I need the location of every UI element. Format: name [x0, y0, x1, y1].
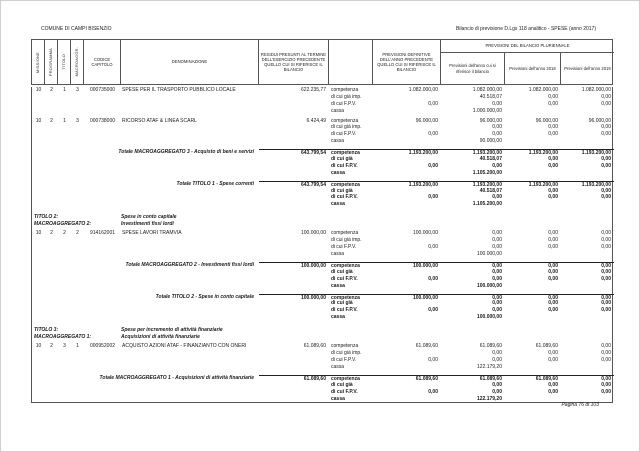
line-label: di cui F.P.V.: [331, 357, 357, 364]
cell-previsioni-definitive: 0,00: [428, 244, 438, 251]
cell-previsioni-anno-riferimento: 100.000,00: [476, 282, 502, 289]
cell-previsioni-2018: 0,00: [548, 131, 558, 138]
cell-macroaggregato: 2: [76, 230, 79, 237]
column-header-programma: PROGRAMMA: [48, 47, 53, 76]
cell-previsioni-2019: 0,00: [601, 244, 611, 251]
column-header-anno-2019: Previsioni dell'anno 2019: [564, 65, 611, 71]
line-label: competenza: [329, 181, 373, 188]
line-label: di cui già imp.: [331, 237, 362, 244]
cell-previsioni-anno-riferimento: 0,00: [492, 237, 502, 244]
cell-previsioni-anno-riferimento: 40.518,07: [479, 156, 502, 163]
cell-previsioni-2018: 0,00: [548, 244, 558, 251]
cell-macroaggregato: 3: [76, 117, 79, 124]
cell-previsioni-definitive: [373, 269, 441, 276]
cell-previsioni-2019: 0,00: [601, 124, 611, 131]
cell-previsioni-definitive: 61.089,60: [373, 375, 441, 382]
line-label: competenza: [329, 294, 373, 301]
cell-residui: 100.000,00: [259, 262, 329, 269]
cell-previsioni-definitive: [373, 108, 441, 115]
cell-previsioni-anno-riferimento: 1.105.200,00: [472, 169, 502, 176]
line-label: competenza: [331, 343, 359, 350]
line-label: competenza: [331, 117, 359, 124]
cell-previsioni-anno-riferimento: 0,00: [492, 162, 502, 169]
cell-residui: 61.089,60: [259, 375, 329, 382]
cell-previsioni-2019: 0,00: [601, 350, 611, 357]
total-row: [32, 375, 612, 403]
table-header: [31, 39, 613, 85]
cell-previsioni-anno-riferimento: 61.089,60: [441, 375, 505, 382]
table-body: [31, 87, 613, 403]
cell-previsioni-anno-riferimento: 122.179,20: [476, 363, 502, 370]
column-header-previsioni-definitive: PREVISIONI DEFINITIVE DELL'ANNO PRECEDENTE QUELLO CUI SI RIFERISCE IL BILANCIO: [373, 40, 441, 84]
cell-previsioni-2019: 0,00: [601, 237, 611, 244]
cell-previsioni-definitive: [373, 251, 441, 258]
budget-line-row: [32, 118, 612, 146]
cell-previsioni-definitive: 0,00: [428, 194, 438, 201]
cell-previsioni-anno-riferimento: 0,00: [492, 357, 502, 364]
column-header-anno-riferimento: Previsioni dell'anno cui si riferisce il bilancio: [441, 53, 505, 84]
cell-previsioni-definitive: 1.082.000,00: [408, 87, 438, 93]
cell-previsioni-anno-riferimento: 122.179,20: [476, 395, 502, 402]
line-label: competenza: [329, 149, 373, 156]
cell-previsioni-definitive: [373, 314, 441, 321]
cell-residui: 100.000,00: [300, 230, 326, 237]
cell-previsioni-2018: 0,00: [548, 162, 558, 169]
section-label: MACROAGGREGATO 2:: [34, 220, 92, 227]
cell-previsioni-2018: 61.089,60: [505, 375, 561, 382]
column-header-residui-presunti: RESIDUI PRESUNTI AL TERMINE DELL'ESERCIZIO PRECEDENTE QUELLO CUI SI RIFERISCE IL BILANCIO: [259, 40, 329, 84]
budget-line-row: [32, 230, 612, 258]
cell-previsioni-2019: 0,00: [601, 162, 611, 169]
section-label: TITOLO 2:: [34, 214, 59, 221]
cell-previsioni-anno-riferimento: 0,00: [492, 194, 502, 201]
cell-previsioni-2019: 1.193.200,00: [561, 149, 614, 156]
total-label: Totale TITOLO 1 - Spese correnti: [176, 180, 254, 187]
cell-previsioni-2018: 0,00: [548, 237, 558, 244]
line-label: di cui già: [331, 300, 353, 307]
cell-previsioni-2019: 0,00: [561, 375, 614, 382]
cell-previsioni-2018: [505, 364, 561, 371]
cell-previsioni-definitive: 0,00: [428, 307, 438, 314]
cell-previsioni-anno-riferimento: 0,00: [441, 294, 505, 301]
cell-previsioni-anno-riferimento: 40.518,07: [479, 93, 502, 100]
cell-previsioni-definitive: [373, 94, 441, 101]
line-label: di cui già imp.: [331, 93, 362, 100]
municipality-name: COMUNE DI CAMPI BISENZIO: [41, 26, 112, 32]
column-header-row-labels-blank: [329, 40, 373, 84]
cell-previsioni-2019: 0,00: [561, 262, 614, 269]
cell-titolo: 1: [63, 117, 66, 124]
cell-denominazione: SPESE PER IL TRASPORTO PUBBLICO LOCALE: [122, 87, 236, 93]
cell-previsioni-definitive: [373, 188, 441, 195]
cell-codice-capitolo: 000735000: [89, 87, 116, 93]
cell-previsioni-2018: 0,00: [548, 357, 558, 364]
cell-previsioni-2018: 0,00: [548, 381, 558, 388]
cell-previsioni-anno-riferimento: 0,00: [492, 131, 502, 138]
cell-previsioni-anno-riferimento: 1.193.200,00: [441, 149, 505, 156]
section-title: Acquisizioni di attività finanziarie: [121, 333, 200, 340]
cell-previsioni-anno-riferimento: 0,00: [492, 100, 502, 107]
cell-previsioni-2019: [561, 138, 614, 145]
cell-previsioni-definitive: [373, 237, 441, 244]
line-label: cassa: [331, 201, 345, 208]
line-label: di cui F.P.V.: [331, 307, 358, 314]
cell-previsioni-definitive: 100.000,00: [412, 230, 438, 237]
cell-previsioni-2018: [505, 138, 561, 145]
cell-previsioni-anno-riferimento: 0,00: [492, 307, 502, 314]
total-label: Totale MACROAGGREGATO 1 - Acquisizioni di attività finanziarie: [99, 374, 254, 381]
cell-macroaggregato: 1: [76, 343, 79, 350]
cell-previsioni-2018: 0,00: [548, 124, 558, 131]
cell-previsioni-2019: 96.000,00: [588, 117, 611, 124]
page-number: Pagina 76 di 103: [561, 402, 599, 408]
cell-previsioni-2018: [505, 170, 561, 177]
cell-previsioni-definitive: 0,00: [428, 162, 438, 169]
line-label: competenza: [329, 375, 373, 382]
line-label: cassa: [331, 363, 345, 370]
cell-previsioni-2018: 96.000,00: [535, 117, 558, 124]
column-header-missione-cell: [32, 40, 45, 84]
cell-previsioni-definitive: [373, 364, 441, 371]
cell-previsioni-2018: 1.193.200,00: [505, 149, 561, 156]
cell-previsioni-2019: [561, 251, 614, 258]
budget-table: [31, 39, 613, 403]
cell-previsioni-2019: [561, 170, 614, 177]
cell-previsioni-definitive: [373, 124, 441, 131]
cell-previsioni-anno-riferimento: 100.000,00: [476, 251, 502, 258]
cell-previsioni-2019: 0,00: [601, 381, 611, 388]
line-label: di cui F.P.V.: [331, 194, 358, 201]
cell-previsioni-definitive: 61.089,60: [415, 343, 438, 350]
cell-previsioni-2018: 61.089,60: [535, 343, 558, 350]
cell-previsioni-anno-riferimento: 0,00: [441, 262, 505, 269]
cell-previsioni-anno-riferimento: 0,00: [492, 268, 502, 275]
line-label: cassa: [331, 282, 345, 289]
cell-previsioni-2018: 0,00: [548, 268, 558, 275]
cell-previsioni-2019: [561, 201, 614, 208]
cell-previsioni-definitive: 96.000,00: [415, 117, 438, 124]
cell-previsioni-2019: 0,00: [601, 194, 611, 201]
column-header-macroaggregato: MACROAGGR.: [74, 47, 79, 77]
cell-denominazione: ACQUISTO AZIONI ATAF - FINANZIANTO CON ONERI: [122, 343, 247, 350]
line-label: cassa: [331, 314, 345, 321]
section-label: TITOLO 3:: [34, 327, 59, 334]
line-label: cassa: [331, 251, 345, 258]
cell-previsioni-2018: 0,00: [548, 230, 558, 237]
cell-previsioni-definitive: 0,00: [428, 357, 438, 364]
cell-previsioni-2018: [505, 314, 561, 321]
cell-previsioni-definitive: [373, 170, 441, 177]
section-header-row: [32, 327, 612, 340]
cell-previsioni-2019: 0,00: [561, 294, 614, 301]
column-header-missione: MISSIONE: [35, 51, 40, 73]
cell-previsioni-2019: 0,00: [601, 268, 611, 275]
cell-previsioni-2018: 0,00: [548, 350, 558, 357]
total-row: [32, 181, 612, 209]
cell-missione: 10: [35, 230, 42, 237]
cell-previsioni-2018: 0,00: [505, 294, 561, 301]
cell-previsioni-anno-riferimento: 61.089,60: [479, 343, 502, 350]
cell-missione: 10: [35, 87, 42, 93]
cell-previsioni-2019: 0,00: [601, 300, 611, 307]
cell-previsioni-anno-riferimento: 40.518,07: [479, 187, 502, 194]
cell-codice-capitolo: 000738000: [89, 117, 116, 124]
cell-previsioni-2018: 0,00: [548, 156, 558, 163]
line-label: competenza: [331, 87, 359, 93]
cell-previsioni-anno-riferimento: 1.105.200,00: [472, 201, 502, 208]
line-label: di cui già: [331, 268, 353, 275]
cell-previsioni-2018: 0,00: [548, 307, 558, 314]
budget-line-row: [32, 87, 612, 115]
cell-previsioni-2018: [505, 396, 561, 403]
cell-previsioni-anno-riferimento: 100.000,00: [476, 314, 502, 321]
cell-previsioni-anno-riferimento: 1.082.000,00: [472, 87, 502, 93]
column-header-macroaggregato-cell: [71, 40, 84, 84]
cell-previsioni-2018: 0,00: [548, 388, 558, 395]
cell-previsioni-2018: 0,00: [548, 300, 558, 307]
line-label: di cui già: [331, 156, 353, 163]
column-header-denominazione: DENOMINAZIONE: [121, 40, 259, 84]
line-label: competenza: [329, 262, 373, 269]
cell-previsioni-definitive: 0,00: [428, 100, 438, 107]
column-header-titolo-cell: [58, 40, 71, 84]
cell-previsioni-2018: [505, 283, 561, 290]
cell-previsioni-anno-riferimento: 1.000.000,00: [472, 107, 502, 114]
cell-programma: 2: [50, 230, 53, 237]
cell-previsioni-anno-riferimento: 0,00: [492, 300, 502, 307]
cell-previsioni-2019: [561, 108, 614, 115]
cell-previsioni-2019: 0,00: [601, 230, 611, 237]
cell-previsioni-definitive: 1.193.200,00: [373, 149, 441, 156]
cell-previsioni-2019: [561, 314, 614, 321]
cell-previsioni-2019: 0,00: [601, 156, 611, 163]
cell-previsioni-2019: 0,00: [601, 388, 611, 395]
section-title: Spese per incremento di attività finanziarie: [121, 327, 223, 334]
cell-programma: 2: [50, 117, 53, 124]
cell-previsioni-2018: 0,00: [548, 187, 558, 194]
cell-titolo: 2: [63, 230, 66, 237]
total-row: [32, 149, 612, 177]
cell-previsioni-definitive: 1.193.200,00: [373, 181, 441, 188]
cell-previsioni-2019: 0,00: [601, 93, 611, 100]
cell-previsioni-anno-riferimento: 0,00: [492, 275, 502, 282]
cell-residui: 61.089,60: [303, 343, 326, 350]
cell-previsioni-anno-riferimento: 0,00: [492, 381, 502, 388]
section-title: Investimenti fissi lordi: [121, 220, 174, 227]
cell-previsioni-definitive: 0,00: [428, 388, 438, 395]
cell-previsioni-definitive: [373, 396, 441, 403]
cell-previsioni-anno-riferimento: 90.000,00: [479, 138, 502, 145]
cell-missione: 10: [35, 343, 42, 350]
cell-previsioni-2018: 0,00: [548, 194, 558, 201]
cell-previsioni-definitive: 0,00: [428, 131, 438, 138]
cell-previsioni-anno-riferimento: 0,00: [492, 124, 502, 131]
cell-previsioni-2018: 1.193.200,00: [505, 181, 561, 188]
cell-previsioni-2018: 0,00: [505, 262, 561, 269]
line-label: di cui F.P.V.: [331, 131, 357, 138]
column-header-anno-2018: Previsioni dell'anno 2018: [505, 53, 561, 84]
cell-previsioni-2019: 0,00: [601, 275, 611, 282]
cell-codice-capitolo: 000952002: [89, 343, 116, 350]
section-header-row: [32, 214, 612, 227]
cell-previsioni-anno-riferimento: 1.193.200,00: [441, 181, 505, 188]
cell-residui: 643.799,54: [259, 149, 329, 156]
cell-previsioni-2019: [561, 364, 614, 371]
cell-previsioni-definitive: [373, 138, 441, 145]
total-row: [32, 294, 612, 322]
cell-programma: 2: [50, 343, 53, 350]
budget-line-row: [32, 343, 612, 371]
cell-previsioni-2019: 0,00: [601, 100, 611, 107]
cell-previsioni-anno-riferimento: 0,00: [492, 350, 502, 357]
column-header-bilancio-pluriennale: PREVISIONI DEL BILANCIO PLURIENNALE: [441, 40, 614, 53]
cell-residui: 643.799,54: [259, 181, 329, 188]
cell-previsioni-2018: 0,00: [548, 93, 558, 100]
line-label: di cui F.P.V.: [331, 388, 358, 395]
cell-previsioni-anno-riferimento: 0,00: [492, 230, 502, 237]
cell-previsioni-definitive: [373, 201, 441, 208]
cell-previsioni-2018: 0,00: [548, 100, 558, 107]
cell-previsioni-2019: 0,00: [601, 131, 611, 138]
cell-previsioni-2019: 0,00: [601, 343, 611, 350]
cell-macroaggregato: 3: [76, 87, 79, 93]
cell-previsioni-2019: 0,00: [601, 357, 611, 364]
line-label: di cui già imp.: [331, 350, 362, 357]
column-header-programma-cell: [45, 40, 58, 84]
line-label: di cui F.P.V.: [331, 275, 358, 282]
cell-previsioni-anno-riferimento: 0,00: [492, 244, 502, 251]
line-label: di cui F.P.V.: [331, 162, 358, 169]
line-label: di cui già: [331, 381, 353, 388]
cell-previsioni-2018: 0,00: [548, 275, 558, 282]
cell-previsioni-2019: 0,00: [601, 307, 611, 314]
line-label: cassa: [331, 138, 345, 145]
cell-previsioni-2018: [505, 108, 561, 115]
cell-titolo: 1: [63, 87, 66, 93]
column-header-titolo: TITOLO: [61, 54, 66, 70]
total-label: Totale MACROAGGREGATO 2 - Investimenti fissi lordi: [125, 262, 254, 268]
line-label: di cui già: [331, 187, 353, 194]
line-label: cassa: [331, 395, 345, 402]
cell-residui: 6.424,49: [306, 117, 326, 124]
total-label: Totale TITOLO 2 - Spese in conto capitale: [155, 293, 254, 300]
cell-missione: 10: [35, 117, 42, 124]
cell-previsioni-definitive: [373, 350, 441, 357]
cell-previsioni-2018: 1.082.000,00: [528, 87, 558, 93]
cell-previsioni-definitive: [373, 156, 441, 163]
line-label: di cui F.P.V.: [331, 100, 357, 107]
column-header-codice-capitolo: CODICE CAPITOLO: [84, 40, 121, 84]
cell-previsioni-anno-riferimento: 96.000,00: [479, 117, 502, 124]
cell-previsioni-anno-riferimento: 0,00: [492, 388, 502, 395]
report-title: Bilancio di previsione D.Lgs 118 analitico - SPESE (anno 2017): [456, 26, 596, 32]
line-label: cassa: [331, 169, 345, 176]
cell-residui: 622.235,77: [300, 87, 326, 93]
cell-residui: 100.000,00: [259, 294, 329, 301]
section-title: Spese in conto capitale: [121, 214, 177, 221]
total-row: [32, 262, 612, 290]
cell-previsioni-2018: [505, 251, 561, 258]
cell-previsioni-definitive: [373, 283, 441, 290]
cell-titolo: 3: [63, 343, 66, 350]
cell-previsioni-definitive: [373, 300, 441, 307]
total-label: Totale MACROAGGREGATO 3 - Acquisto di beni e servizi: [118, 149, 254, 156]
cell-previsioni-definitive: 0,00: [428, 275, 438, 282]
line-label: cassa: [331, 107, 345, 114]
cell-previsioni-2018: [505, 201, 561, 208]
cell-previsioni-2019: [561, 283, 614, 290]
cell-previsioni-definitive: 100.000,00: [373, 262, 441, 269]
cell-previsioni-definitive: 100.000,00: [373, 294, 441, 301]
cell-denominazione: SPESE LAVORI TRAMVIA: [122, 230, 182, 237]
line-label: di cui F.P.V.: [331, 244, 357, 251]
cell-previsioni-definitive: [373, 382, 441, 389]
cell-previsioni-2019: 1.193.200,00: [561, 181, 614, 188]
line-label: competenza: [331, 230, 359, 237]
cell-codice-capitolo: 914162001: [89, 230, 116, 237]
cell-previsioni-2019: 0,00: [601, 187, 611, 194]
section-label: MACROAGGREGATO 1:: [34, 333, 92, 340]
cell-programma: 2: [50, 87, 53, 93]
cell-denominazione: RICORSO ATAF & LINEA SCARL: [122, 117, 197, 124]
cell-previsioni-2019: 1.082.000,00: [581, 87, 611, 93]
line-label: di cui già imp.: [331, 124, 362, 131]
